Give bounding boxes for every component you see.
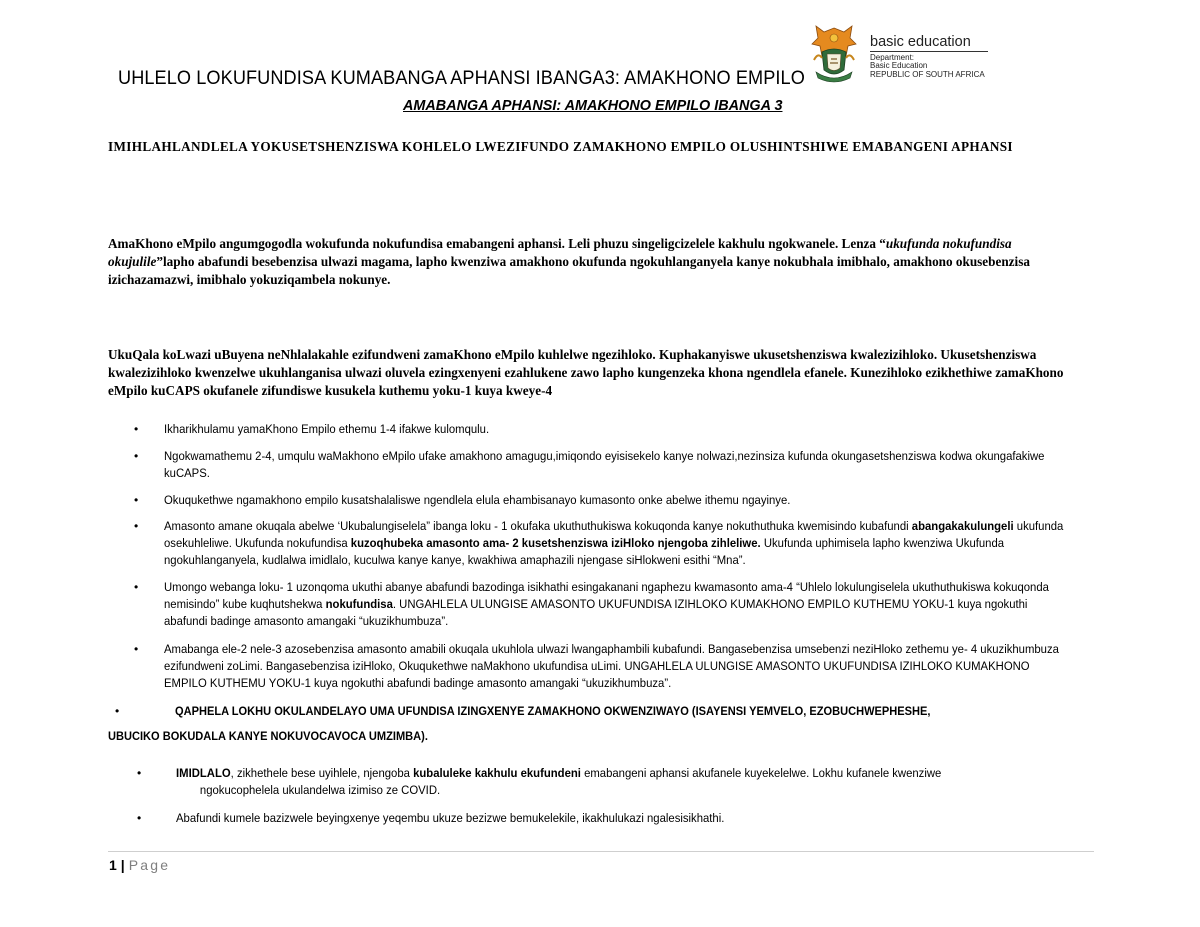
bullet-text: Abafundi kumele bazizwele beyingxenye yeqembu ukuze bezizwe bemukelekile, ikakhulukazi ngalesisikhathi. [176,811,725,825]
bullet-text [176,765,1059,799]
bullet-text-part: emabangeni aphansi akufanele kuyekelelwe. Lokhu kufanele kwenziwe [580,766,942,780]
bullet-text [164,579,1066,630]
bullet-glyph: • [134,449,139,463]
bullet-text-part: , zikhethele bese uyihlele, njengoba [230,766,414,780]
caution-line-1: QAPHELA LOKHU OKULANDELAYO UMA UFUNDISA IZINGXENYE ZAMAKHONO OKWENZIWAYO (ISAYENSI YEMVELO, EZOBUCHWEPHESHE, [175,704,931,718]
document-subtitle: AMABANGA APHANSI: AMAKHONO EMPILO IBANGA 3 [403,97,783,114]
page-number: 1 [109,857,117,873]
bullet-text [164,518,1066,569]
bullet-text-part: Umongo webanga loku- 1 uzonqoma ukuthi abanye abafundi bazodinga isikhathi esingakanani ngaphezu kwamasonto ama-4 “Uhlelo lokulungiselela ukuthuthukiswa kokuqonda nemisindo” kube kuqhutshekwa [164,580,1049,611]
logo-department [870,54,985,79]
bullet-text-part: ukufunda osekuhleliwe. Ukufunda nokufundisa [164,519,1064,550]
bullet-bold-part: IMIDLALO [176,766,231,780]
bullet-glyph: • [115,704,120,718]
bullet-text: Ngokwamathemu 2-4, umqulu waMakhono eMpilo ufake amakhono amagugu,imiqondo eyisisekelo kanye nolwazi,nezinsiza kufunda okungasetshenziswa kodwa okungafakiwe kuCAPS. [164,449,1045,480]
bullet-glyph: • [134,519,139,533]
page-footer [109,857,170,873]
caution-line-2: UBUCIKO BOKUDALA KANYE NOKUVOCAVOCA UMZIMBA). [108,729,428,743]
bullet-glyph: • [134,493,139,507]
logo-name: basic education [870,34,971,50]
bullet-glyph: • [134,642,139,656]
bullet-bold-part: kubaluleke kakhulu ekufundeni [413,766,581,780]
bullet-bold-part: nokufundisa [325,597,393,611]
bullet-glyph: • [134,580,139,594]
scope-paragraph: UkuQala koLwazi uBuyena neNhlalakahle ezifundweni zamaKhono eMpilo kuhlelwe ngezihloko. Kuphakanyiswe ukusetshenziswa kwalezizihloko. Ukusetshenziswa kwalezizihloko kwenzelwe ukuhlanganisa ulwazi oluvela ezingxenyeni ezahlukene zawo lapho kungenzeka khona ngendlela efanele. Kunezihloko ezikhethiwe zamaKhono eMpilo kuCAPS okufanele zifundiswe kusukela kuthemu yoku-1 kuya kweye-4 [108,347,1064,398]
page-separator: | [120,857,125,873]
logo-dept-line2: Basic Education [870,61,928,71]
intro-text-1: AmaKhono eMpilo angumgogodla wokufunda nokufundisa emabangeni aphansi. Leli phuzu singeligcizelele kakhulu ngokwanele. Lenza “ [108,236,886,251]
logo-dept-line3: REPUBLIC OF SOUTH AFRICA [870,69,985,79]
bullet-text-part: . UNGAHLELA ULUNGISE AMASONTO UKUFUNDISA IZIHLOKO KUMAKHONO EMPILO KUTHEMU YOKU-1 kuya ngokuthi abafundi badinge amasonto amangaki “ukuzikhumbuza”. [164,597,1028,628]
bullet-text: Ikharikhulamu yamaKhono Empilo ethemu 1-4 ifakwe kulomqulu. [164,422,490,436]
bullet-text: Amabanga ele-2 nele-3 azosebenzisa amasonto amabili okuqala ukuhlola ulwazi lwangaphambili kubafundi. Bangasebenzisa umsebenzi neziHloko zethemu ye- 4 ukuzikhumbuza ezifundweni zoLimi. Bangasebenzisa iziHloko, Okuqukethwe naMakhono ukufundisa uLimi. UNGAHLELA ULUNGISE AMASONTO UKUFUNDISA IZIHLOKO KUMAKHONO EMPILO KUTHEMU YOKU-1 kuya ngokuthi abafundi badinge amasonto amangaki “ukuzikhumbuza”. [164,642,1059,690]
bullet-glyph: • [137,766,142,780]
bullet-text: Okuqukethwe ngamakhono empilo kusatshalaliswe ngendlela elula ehambisanayo kumasonto onke abelwe ithemu ngayinye. [164,493,791,507]
bullet-text-part: ngokucophelela ukulandelwa izimiso ze COVID. [199,783,441,797]
bullet-glyph: • [134,422,139,436]
bullet-bold-part: abangakakulungeli [911,519,1014,533]
footer-divider [108,851,1094,852]
document-title: UHLELO LOKUFUNDISA KUMABANGA APHANSI IBANGA3: AMAKHONO EMPILO [118,67,805,89]
intro-paragraph [108,235,1093,289]
page-label: Page [128,857,171,873]
department-logo [808,22,993,88]
guidelines-heading: IMIHLAHLANDLELA YOKUSETSHENZISWA KOHLELO LWEZIFUNDO ZAMAKHONO EMPILO OLUSHINTSHIWE EMABANGENI APHANSI [108,139,1013,154]
intro-emphasis: ukufunda nokufundisa okujulile [108,236,1012,269]
coat-of-arms-icon [808,22,860,84]
logo-divider [870,51,988,52]
logo-dept-line1: Department: [870,53,915,62]
bullet-bold-part: kuzoqhubeka amasonto ama- 2 kusetshenziswa iziHloko njengoba zihleliwe. [350,536,761,550]
bullet-text-part: Amasonto amane okuqala abelwe ‘Ukubalungiselela” ibanga loku - 1 okufaka ukuthuthukiswa kokuqonda kanye nokuthuthuka kwemisindo kubafundi [164,519,912,533]
bullet-glyph: • [137,811,142,825]
bullet-text-part: Ukufunda uphimisela lapho kwenziwa Ukufunda ngokuhlanganyela, kudlalwa imidlalo, kuculwa kanye kanye, kwakhiwa amaphazili njengase siHlokweni esithi “Mna”. [164,536,1005,567]
intro-text-2: ”lapho abafundi besebenzisa ulwazi magama, lapho kwenziwa amakhono okufunda ngokuhlanganyela kanye nokubhala imibhalo, amakhono okusebenzisa izichazamazwi, imibhalo yokuziqambela nokunye. [108,254,1030,287]
